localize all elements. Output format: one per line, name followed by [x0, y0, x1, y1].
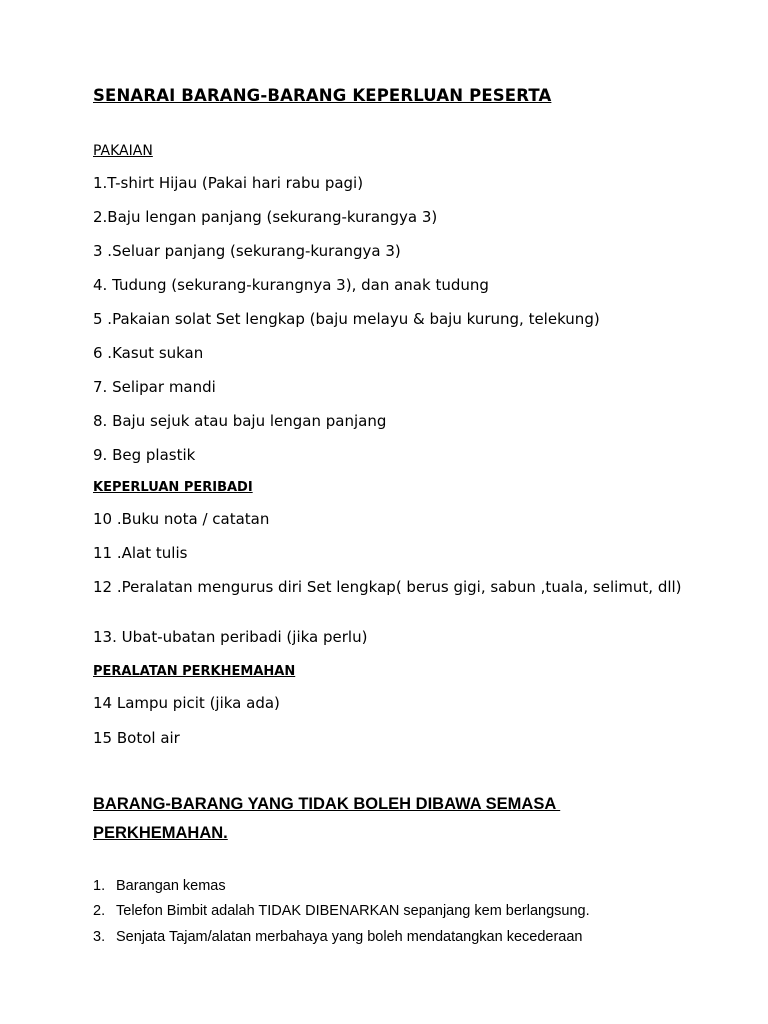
section-heading-keperluan-peribadi: KEPERLUAN PERIBADI [93, 480, 253, 495]
prohibited-list-item [93, 903, 590, 919]
document-title: SENARAI BARANG-BARANG KEPERLUAN PESERTA [93, 86, 552, 105]
list-item: 3 .Seluar panjang (sekurang-kurangya 3) [93, 242, 401, 260]
list-text: Telefon Bimbit adalah TIDAK DIBENARKAN sepanjang kem berlangsung. [116, 903, 590, 919]
list-item: 6 .Kasut sukan [93, 344, 204, 362]
list-item: 10 .Buku nota / catatan [93, 510, 270, 528]
list-item: 8. Baju sejuk atau baju lengan panjang [93, 412, 387, 430]
prohibited-heading-line1: BARANG-BARANG YANG TIDAK BOLEH DIBAWA SEMASA [93, 795, 561, 813]
list-item: 4. Tudung (sekurang-kurangnya 3), dan anak tudung [93, 276, 489, 294]
list-item: 12 .Peralatan mengurus diri Set lengkap( berus gigi, sabun ,tuala, selimut, dll) [93, 578, 682, 596]
section-heading-peralatan-perkhemahan: PERALATAN PERKHEMAHAN [93, 664, 296, 679]
list-item: 15 Botol air [93, 729, 180, 747]
list-number: 3. [93, 929, 106, 945]
list-item: 5 .Pakaian solat Set lengkap (baju melayu & baju kurung, telekung) [93, 310, 600, 328]
list-item: 1.T-shirt Hijau (Pakai hari rabu pagi) [93, 174, 364, 192]
prohibited-list-item [93, 878, 226, 894]
prohibited-list-item [93, 929, 582, 945]
list-item: 9. Beg plastik [93, 446, 196, 464]
list-item: 13. Ubat-ubatan peribadi (jika perlu) [93, 628, 368, 646]
list-item: 11 .Alat tulis [93, 544, 188, 562]
list-number: 2. [93, 903, 106, 919]
list-number: 1. [93, 878, 106, 894]
list-item: 14 Lampu picit (jika ada) [93, 694, 280, 712]
list-text: Senjata Tajam/alatan merbahaya yang boleh mendatangkan kecederaan [116, 929, 583, 945]
list-item: 7. Selipar mandi [93, 378, 216, 396]
list-text: Barangan kemas [116, 878, 226, 894]
prohibited-heading-line2: PERKHEMAHAN. [93, 824, 228, 842]
list-item: 2.Baju lengan panjang (sekurang-kurangya 3) [93, 208, 438, 226]
section-heading-pakaian: PAKAIAN [93, 143, 153, 159]
